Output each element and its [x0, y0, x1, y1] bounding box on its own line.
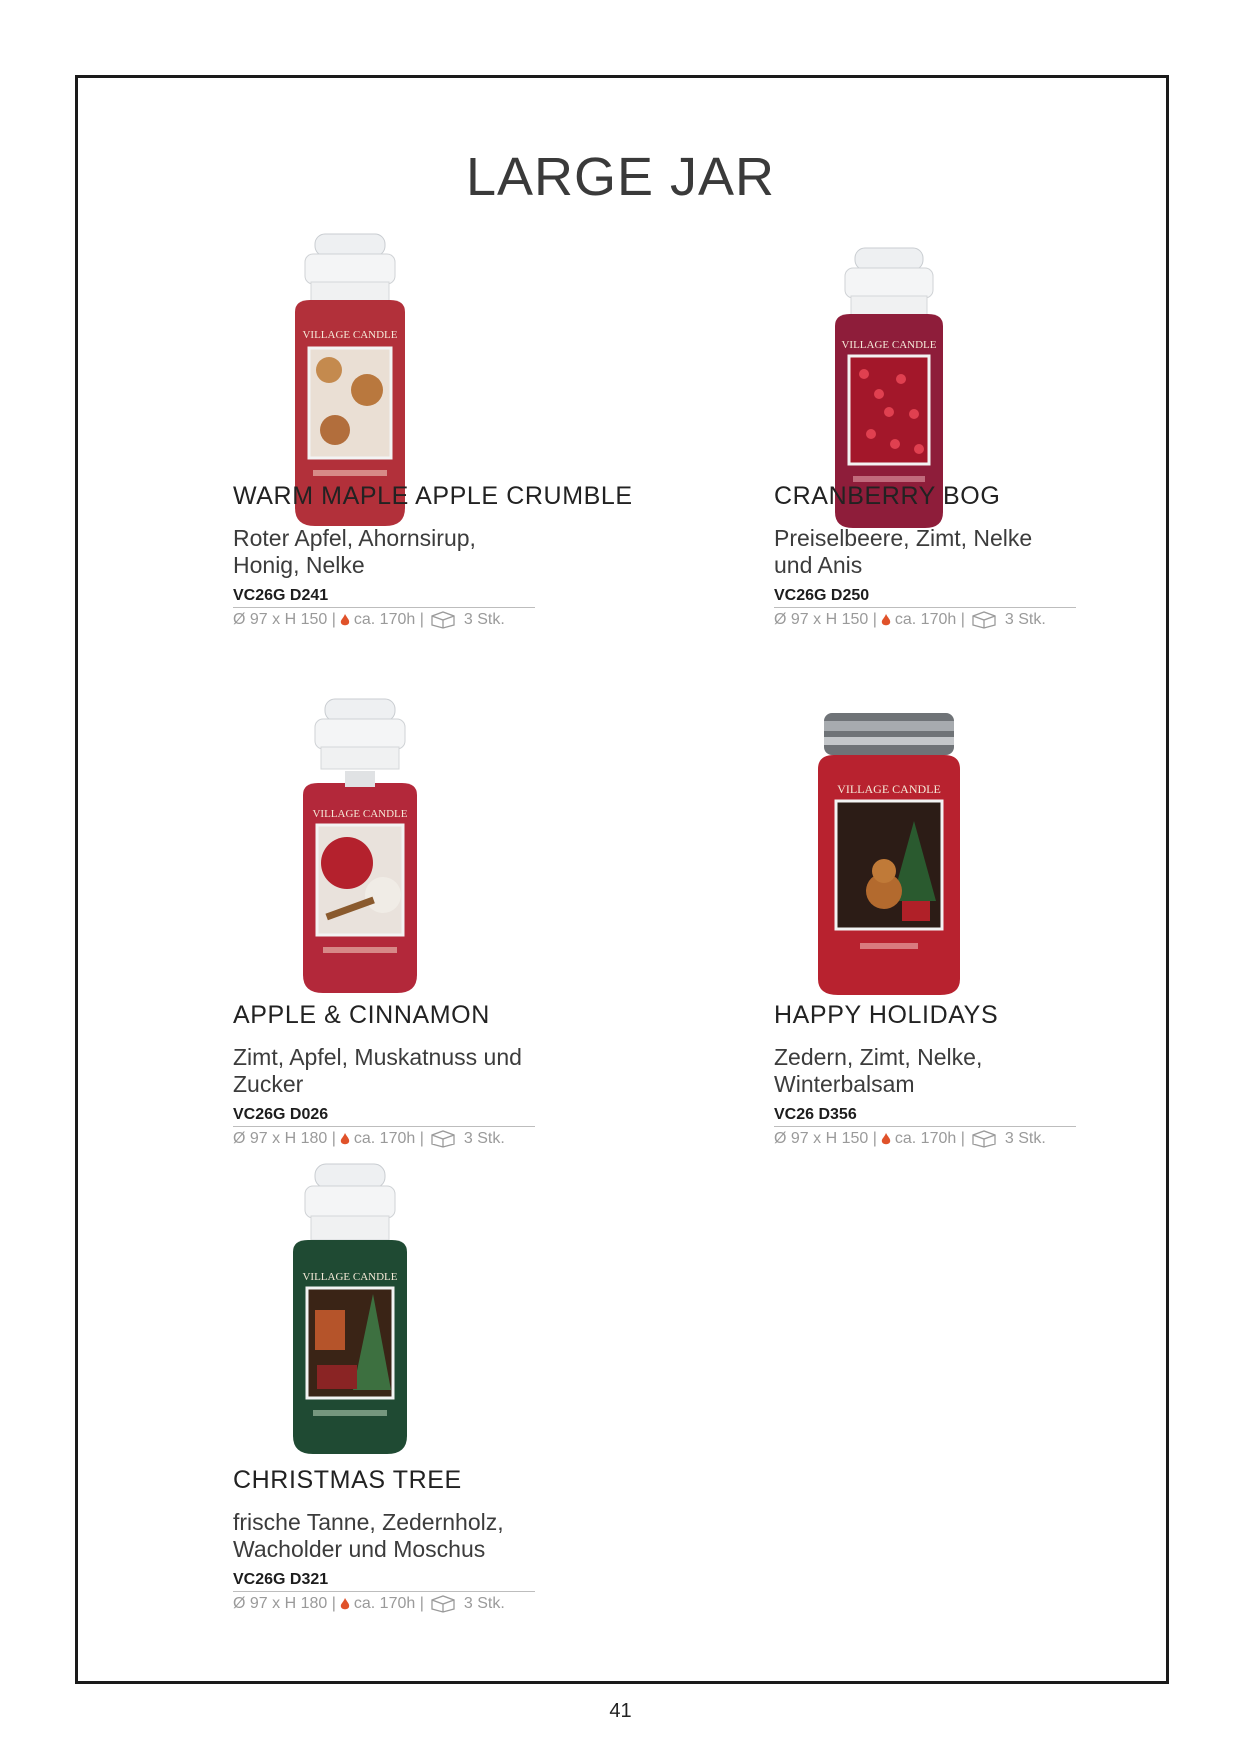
- product-code: VC26 D356: [774, 1106, 1076, 1127]
- product-card: [233, 230, 673, 690]
- svg-text:VILLAGE CANDLE: VILLAGE CANDLE: [302, 1271, 398, 1283]
- burn-time: ca. 170h |: [353, 1130, 424, 1147]
- pack-size: 3 Stk.: [463, 1595, 505, 1612]
- page-number: 41: [609, 1700, 632, 1722]
- product-image: [265, 1160, 435, 1460]
- box-icon: [430, 1595, 456, 1613]
- burn-time: ca. 170h |: [894, 611, 965, 628]
- flame-icon: [881, 614, 891, 627]
- pack-size: 3 Stk.: [1004, 611, 1046, 628]
- svg-text:VILLAGE CANDLE: VILLAGE CANDLE: [312, 808, 408, 820]
- product-description: Zimt, Apfel, Muskatnuss und Zucker: [233, 1044, 522, 1097]
- product-code: VC26G D241: [233, 587, 535, 608]
- product-name: HAPPY HOLIDAYS: [774, 1001, 999, 1029]
- product-code: VC26G D026: [233, 1106, 535, 1127]
- dimensions: Ø 97 x H 150 |: [233, 611, 336, 628]
- product-image: [275, 695, 445, 995]
- product-description: Roter Apfel, Ahornsirup, Honig, Nelke: [233, 525, 476, 578]
- dimensions: Ø 97 x H 180 |: [233, 1130, 336, 1147]
- candle-jar-illustration: [265, 1160, 435, 1460]
- product-code: VC26G D321: [233, 1571, 535, 1592]
- product-card: [774, 695, 1214, 1155]
- box-icon: [430, 1130, 456, 1148]
- product-description: frische Tanne, Zedernholz, Wacholder und Moschus: [233, 1509, 504, 1562]
- product-image: [804, 711, 974, 1001]
- burn-time: ca. 170h |: [353, 1595, 424, 1612]
- flame-icon: [340, 1133, 350, 1146]
- pack-size: 3 Stk.: [1004, 1130, 1046, 1147]
- flame-icon: [340, 1598, 350, 1611]
- product-card: [774, 230, 1214, 690]
- pack-size: 3 Stk.: [463, 1130, 505, 1147]
- product-description: Zedern, Zimt, Nelke, Winterbalsam: [774, 1044, 983, 1097]
- dimensions: Ø 97 x H 180 |: [233, 1595, 336, 1612]
- box-icon: [430, 611, 456, 629]
- burn-time: ca. 170h |: [894, 1130, 965, 1147]
- page-title: LARGE JAR: [465, 147, 776, 207]
- box-icon: [971, 1130, 997, 1148]
- flame-icon: [881, 1133, 891, 1146]
- product-code: VC26G D250: [774, 587, 1076, 608]
- product-specs: [233, 1130, 543, 1148]
- product-specs: [774, 611, 1084, 629]
- candle-jar-illustration: [275, 695, 445, 995]
- dimensions: Ø 97 x H 150 |: [774, 1130, 877, 1147]
- svg-text:VILLAGE CANDLE: VILLAGE CANDLE: [841, 339, 937, 351]
- product-specs: [233, 611, 543, 629]
- product-name: CHRISTMAS TREE: [233, 1466, 462, 1494]
- dimensions: Ø 97 x H 150 |: [774, 611, 877, 628]
- svg-text:VILLAGE CANDLE: VILLAGE CANDLE: [837, 782, 941, 796]
- box-icon: [971, 611, 997, 629]
- product-name: APPLE & CINNAMON: [233, 1001, 490, 1029]
- burn-time: ca. 170h |: [353, 611, 424, 628]
- svg-text:VILLAGE CANDLE: VILLAGE CANDLE: [302, 329, 398, 341]
- product-name: WARM MAPLE APPLE CRUMBLE: [233, 482, 633, 510]
- pack-size: 3 Stk.: [463, 611, 505, 628]
- product-specs: [774, 1130, 1084, 1148]
- product-specs: [233, 1595, 543, 1613]
- product-name: CRANBERRY BOG: [774, 482, 1001, 510]
- product-description: Preiselbeere, Zimt, Nelke und Anis: [774, 525, 1033, 578]
- product-card: [233, 695, 673, 1155]
- flame-icon: [340, 614, 350, 627]
- candle-jar-illustration: [804, 711, 974, 1001]
- product-card: [233, 1160, 673, 1620]
